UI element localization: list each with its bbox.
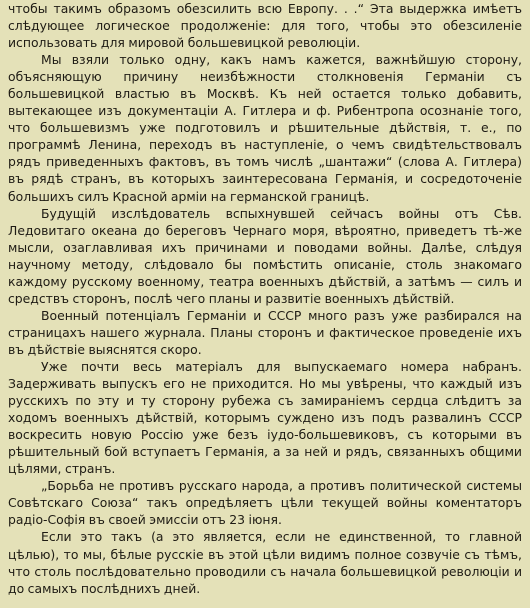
paragraph-4: Военный потенціалъ Германіи и СССР много разъ уже разбирался на страницахъ нашего журнала. Планы сторонъ и фактическое проведеніе ихъ въ дѣйствіе выяснятся скоро. bbox=[8, 307, 522, 357]
paragraph-3: Будущій изслѣдователь вспыхнувшей сейчасъ войны отъ Сѣв. Ледовитаго океана до береговъ Чернаго моря, вѣроятно, приведетъ тѣ-же мысли, озаглавливая ихъ причинами и поводами войны. Далѣе, слѣдуя научному методу, слѣдовало бы помѣстить описаніе, столь знакомаго каждому русскому военному, театра военныхъ дѣйствій, а затѣмъ — силъ и средствъ сторонъ, послѣ чего планы и развитіе военныхъ дѣйствій. bbox=[8, 205, 522, 306]
paragraph-1: чтобы такимъ образомъ обезсилить всю Европу. . .“ Эта выдержка имѣетъ слѣдующее логическое продолженіе: для того, чтобы это обезсиленіе использовать для мировой большевицкой революціи. bbox=[8, 1, 522, 51]
paragraph-7: Если это такъ (а это является, если не единственной, то главной цѣлью), то мы, бѣлые русскіе въ этой цѣли видимъ полное созвучіе съ тѣмъ, что столь послѣдовательно проводили съ начала большевицкой революціи и до самыхъ послѣднихъ дней. bbox=[8, 529, 522, 596]
paragraph-5: Уже почти весь матеріалъ для выпускаемаго номера набранъ. Задерживать выпускъ его не приходится. Но мы увѣрены, что каждый изъ русскихъ по эту и ту сторону рубежа съ замираніемъ сердца слѣдитъ за ходомъ военныхъ дѣйствій, которымъ суждено изъ подъ развалинъ СССР воскресить новую Россію уже безъ іудо-большевиковъ, съ которыми въ рѣшительный бой вступаетъ Германія, а за ней и рядъ, связанныхъ общими цѣлями, странъ. bbox=[8, 358, 522, 477]
paragraph-6: „Борьба не противъ русскаго народа, а противъ политической системы Совѣтскаго Союза“ такъ опредѣляетъ цѣли текущей войны коментаторъ радіо-Софія въ своей эмиссіи отъ 23 іюня. bbox=[8, 478, 522, 528]
paragraph-2: Мы взяли только одну, какъ намъ кажется, важнѣйшую сторону, объясняющую причину неизбѣжности столкновенія Германіи съ большевицкой властью въ Москвѣ. Къ ней остается только добавить, вытекающее изъ документаціи А. Гитлера и ф. Рибентропа осознаніе того, что большевизмъ уже подготовилъ и рѣшительные дѣйствія, т. е., по программѣ Ленина, переходъ въ наступленіе, о чемъ свидѣтельствовалъ рядъ приведенныхъ фактовъ, въ томъ числѣ „шантажи“ (слова А. Гитлера) въ рядѣ странъ, въ которыхъ заинтересована Германія, и сосредоточеніе большихъ силъ Красной арміи на германской границѣ. bbox=[8, 52, 522, 204]
